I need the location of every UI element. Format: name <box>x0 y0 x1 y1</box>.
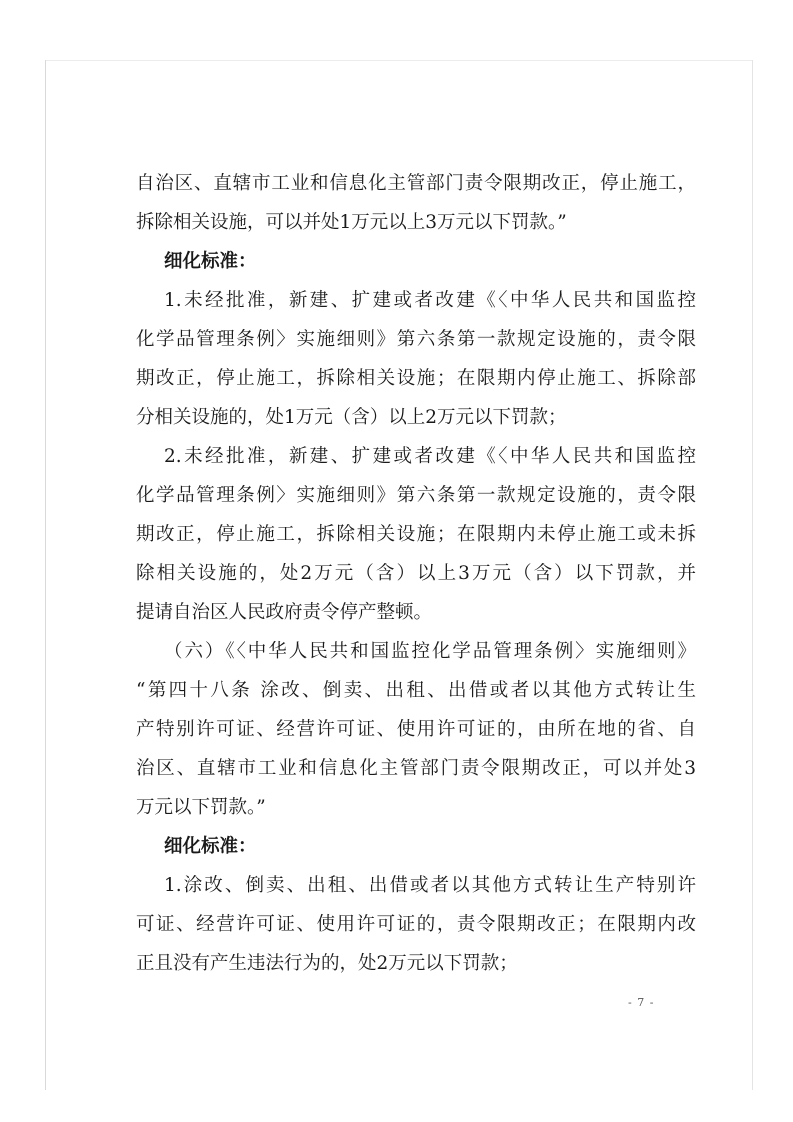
text-line: 期改正，停止施工，拆除相关设施；在限期内未停止施工或未拆 <box>136 524 696 545</box>
text-line: 1.未经批准，新建、扩建或者改建《〈中华人民共和国监控 <box>164 290 696 311</box>
text-line: 分相关设施的，处1万元（含）以上2万元以下罚款； <box>136 407 567 428</box>
text-line: 拆除相关设施，可以并处1万元以上3万元以下罚款。” <box>136 212 567 233</box>
text-line: 2.未经批准，新建、扩建或者改建《〈中华人民共和国监控 <box>164 446 696 467</box>
text-line: （六）《〈中华人民共和国监控化学品管理条例〉实施细则》 <box>164 641 696 662</box>
section-heading: 细化标准： <box>164 836 257 857</box>
text-line: 期改正，停止施工，拆除相关设施；在限期内停止施工、拆除部 <box>136 368 696 389</box>
page-number: - 7 - <box>628 996 655 1009</box>
text-line: 提请自治区人民政府责令停产整顿。 <box>136 602 433 623</box>
text-line: 治区、直辖市工业和信息化主管部门责令限期改正，可以并处3 <box>136 758 696 779</box>
section-heading: 细化标准： <box>164 251 257 272</box>
text-line: 化学品管理条例〉实施细则》第六条第一款规定设施的，责令限 <box>136 485 696 506</box>
text-line: 产特别许可证、经营许可证、使用许可证的，由所在地的省、自 <box>136 719 696 740</box>
text-line: 化学品管理条例〉实施细则》第六条第一款规定设施的，责令限 <box>136 329 696 350</box>
text-line: 可证、经营许可证、使用许可证的，责令限期改正；在限期内改 <box>136 914 696 935</box>
text-line: 万元以下罚款。” <box>136 797 266 818</box>
text-line: 除相关设施的，处2万元（含）以上3万元（含）以下罚款，并 <box>136 563 696 584</box>
text-line: 自治区、直辖市工业和信息化主管部门责令限期改正，停止施工， <box>136 173 696 194</box>
text-line: “第四十八条 涂改、倒卖、出租、出借或者以其他方式转让生 <box>136 680 696 701</box>
text-line: 1.涂改、倒卖、出租、出借或者以其他方式转让生产特别许 <box>164 875 696 896</box>
text-line: 正且没有产生违法行为的，处2万元以下罚款； <box>136 953 518 974</box>
